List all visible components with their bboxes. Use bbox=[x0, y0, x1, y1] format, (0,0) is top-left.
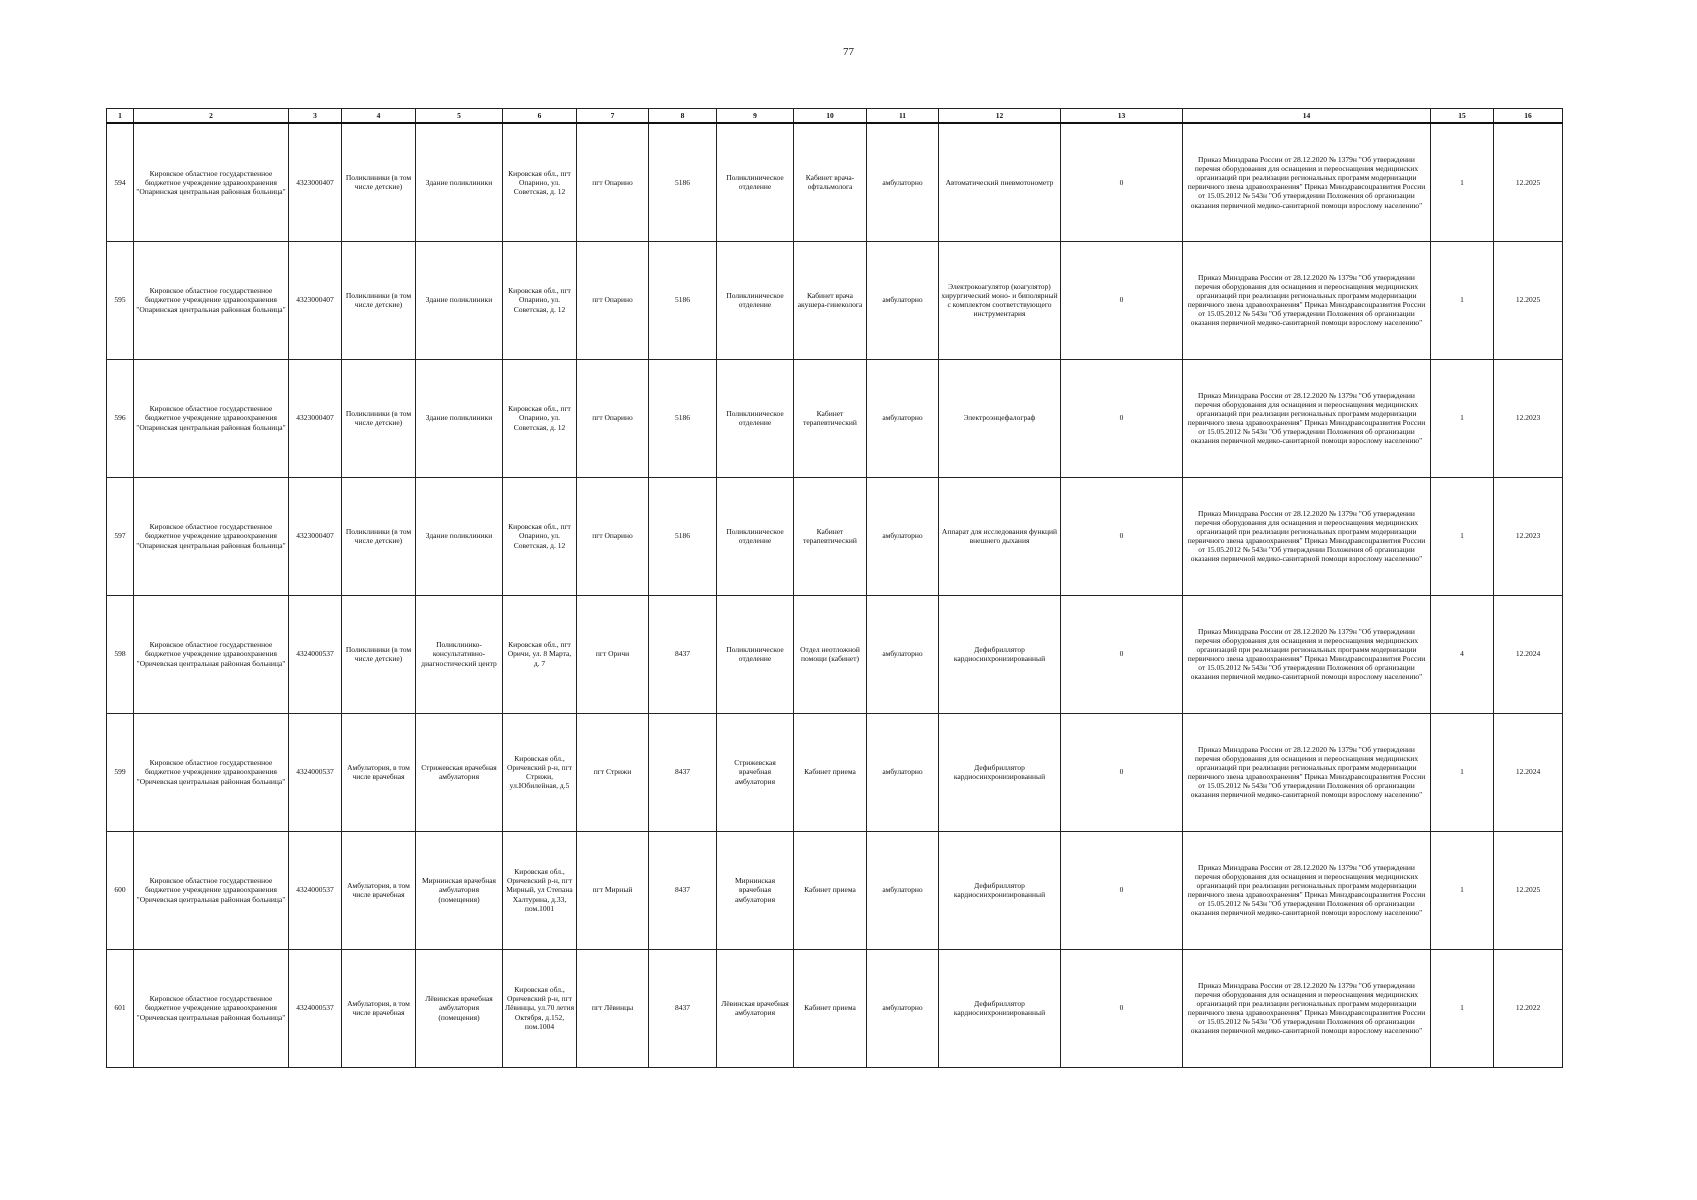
locality-cell: пгт Опарино bbox=[577, 477, 649, 595]
locality-cell: пгт Лёвинцы bbox=[577, 949, 649, 1067]
cabinet-cell: Кабинет приема bbox=[794, 713, 867, 831]
inn-cell: 4323000407 bbox=[289, 123, 342, 241]
care-form-cell: амбулаторно bbox=[867, 477, 939, 595]
column-number-13: 13 bbox=[1061, 109, 1183, 124]
delivery-date-cell: 12.2022 bbox=[1494, 949, 1563, 1067]
equipment-registry-table bbox=[106, 108, 1563, 1068]
delivery-date-cell: 12.2024 bbox=[1494, 595, 1563, 713]
quantity-required-cell: 1 bbox=[1431, 949, 1494, 1067]
quantity-required-cell: 1 bbox=[1431, 359, 1494, 477]
inn-cell: 4324000537 bbox=[289, 713, 342, 831]
address-cell: Кировская обл., пгт Опарино, ул. Советская, д. 12 bbox=[503, 359, 577, 477]
page-number: 77 bbox=[843, 46, 854, 58]
facility-type-cell: Поликлиники (в том числе детские) bbox=[342, 477, 416, 595]
column-number-15: 15 bbox=[1431, 109, 1494, 124]
organization-cell: Кировское областное государственное бюджетное учреждение здравоохранения "Опаринская центральная районная больница" bbox=[134, 359, 289, 477]
care-form-cell: амбулаторно bbox=[867, 595, 939, 713]
inn-cell: 4323000407 bbox=[289, 241, 342, 359]
quantity-required-cell: 1 bbox=[1431, 477, 1494, 595]
inn-cell: 4323000407 bbox=[289, 477, 342, 595]
quantity-required-cell: 1 bbox=[1431, 123, 1494, 241]
quantity-available-cell: 0 bbox=[1061, 831, 1183, 949]
column-number-11: 11 bbox=[867, 109, 939, 124]
table-row bbox=[107, 713, 1563, 831]
quantity-available-cell: 0 bbox=[1061, 713, 1183, 831]
equipment-name-cell: Электроэнцефалограф bbox=[939, 359, 1061, 477]
column-number-14: 14 bbox=[1183, 109, 1431, 124]
department-cell: Мирнинская врачебная амбулатория bbox=[717, 831, 794, 949]
facility-type-cell: Амбулатория, в том числе врачебная bbox=[342, 831, 416, 949]
oktmo-code-cell: 8437 bbox=[649, 949, 717, 1067]
inn-cell: 4324000537 bbox=[289, 831, 342, 949]
cabinet-cell: Кабинет терапевтический bbox=[794, 359, 867, 477]
column-number-3: 3 bbox=[289, 109, 342, 124]
oktmo-code-cell: 5186 bbox=[649, 123, 717, 241]
department-cell: Стрижевская врачебная амбулатория bbox=[717, 713, 794, 831]
column-number-12: 12 bbox=[939, 109, 1061, 124]
facility-type-cell: Поликлиники (в том числе детские) bbox=[342, 123, 416, 241]
column-number-1: 1 bbox=[107, 109, 134, 124]
row-number-cell: 601 bbox=[107, 949, 134, 1067]
quantity-required-cell: 1 bbox=[1431, 713, 1494, 831]
regulation-order-cell: Приказ Минздрава России от 28.12.2020 № 1379н "Об утверждении перечня оборудования для оснащения и переоснащения медицинских организаций при реализации региональных программ модернизации первичного звена здравоохранения" Приказ Минздравсоцразвития России от 15.05.2012 № 543н "Об утверждении Положения об организации оказания первичной медико-санитарной помощи взрослому населению" bbox=[1183, 359, 1431, 477]
quantity-available-cell: 0 bbox=[1061, 949, 1183, 1067]
oktmo-code-cell: 8437 bbox=[649, 713, 717, 831]
row-number-cell: 594 bbox=[107, 123, 134, 241]
cabinet-cell: Кабинет приема bbox=[794, 949, 867, 1067]
facility-type-cell: Поликлиники (в том числе детские) bbox=[342, 595, 416, 713]
equipment-name-cell: Автоматический пневмотонометр bbox=[939, 123, 1061, 241]
address-cell: Кировская обл., пгт Опарино, ул. Советская, д. 12 bbox=[503, 241, 577, 359]
oktmo-code-cell: 5186 bbox=[649, 477, 717, 595]
table-row bbox=[107, 123, 1563, 241]
regulation-order-cell: Приказ Минздрава России от 28.12.2020 № 1379н "Об утверждении перечня оборудования для оснащения и переоснащения медицинских организаций при реализации региональных программ модернизации первичного звена здравоохранения" Приказ Минздравсоцразвития России от 15.05.2012 № 543н "Об утверждении Положения об организации оказания первичной медико-санитарной помощи взрослому населению" bbox=[1183, 477, 1431, 595]
regulation-order-cell: Приказ Минздрава России от 28.12.2020 № 1379н "Об утверждении перечня оборудования для оснащения и переоснащения медицинских организаций при реализации региональных программ модернизации первичного звена здравоохранения" Приказ Минздравсоцразвития России от 15.05.2012 № 543н "Об утверждении Положения об организации оказания первичной медико-санитарной помощи взрослому населению" bbox=[1183, 713, 1431, 831]
equipment-name-cell: Дефибриллятор кардиосинхронизированный bbox=[939, 713, 1061, 831]
column-number-16: 16 bbox=[1494, 109, 1563, 124]
care-form-cell: амбулаторно bbox=[867, 359, 939, 477]
quantity-required-cell: 4 bbox=[1431, 595, 1494, 713]
locality-cell: пгт Оричи bbox=[577, 595, 649, 713]
building-cell: Мирнинская врачебная амбулатория (помещения) bbox=[416, 831, 503, 949]
locality-cell: пгт Мирный bbox=[577, 831, 649, 949]
regulation-order-cell: Приказ Минздрава России от 28.12.2020 № 1379н "Об утверждении перечня оборудования для оснащения и переоснащения медицинских организаций при реализации региональных программ модернизации первичного звена здравоохранения" Приказ Минздравсоцразвития России от 15.05.2012 № 543н "Об утверждении Положения об организации оказания первичной медико-санитарной помощи взрослому населению" bbox=[1183, 949, 1431, 1067]
oktmo-code-cell: 5186 bbox=[649, 359, 717, 477]
building-cell: Поликлинико-консультативно-диагностический центр bbox=[416, 595, 503, 713]
address-cell: Кировская обл., Оричевский р-н, пгт Мирный, ул Степана Халтурина, д.33, пом.1001 bbox=[503, 831, 577, 949]
department-cell: Поликлиническое отделение bbox=[717, 477, 794, 595]
locality-cell: пгт Опарино bbox=[577, 359, 649, 477]
quantity-available-cell: 0 bbox=[1061, 359, 1183, 477]
column-number-6: 6 bbox=[503, 109, 577, 124]
column-number-10: 10 bbox=[794, 109, 867, 124]
care-form-cell: амбулаторно bbox=[867, 241, 939, 359]
delivery-date-cell: 12.2024 bbox=[1494, 713, 1563, 831]
column-number-9: 9 bbox=[717, 109, 794, 124]
equipment-name-cell: Электрокоагулятор (коагулятор) хирургический моно- и биполярный с комплектом соответствующего инструментария bbox=[939, 241, 1061, 359]
building-cell: Здание поликлиники bbox=[416, 359, 503, 477]
organization-cell: Кировское областное государственное бюджетное учреждение здравоохранения "Опаринская центральная районная больница" bbox=[134, 241, 289, 359]
cabinet-cell: Кабинет врача акушера-гинеколога bbox=[794, 241, 867, 359]
table-row bbox=[107, 241, 1563, 359]
locality-cell: пгт Опарино bbox=[577, 241, 649, 359]
regulation-order-cell: Приказ Минздрава России от 28.12.2020 № 1379н "Об утверждении перечня оборудования для оснащения и переоснащения медицинских организаций при реализации региональных программ модернизации первичного звена здравоохранения" Приказ Минздравсоцразвития России от 15.05.2012 № 543н "Об утверждении Положения об организации оказания первичной медико-санитарной помощи взрослому населению" bbox=[1183, 595, 1431, 713]
row-number-cell: 595 bbox=[107, 241, 134, 359]
facility-type-cell: Амбулатория, в том числе врачебная bbox=[342, 949, 416, 1067]
column-number-4: 4 bbox=[342, 109, 416, 124]
address-cell: Кировская обл., пгт Опарино, ул. Советская, д. 12 bbox=[503, 123, 577, 241]
department-cell: Поликлиническое отделение bbox=[717, 595, 794, 713]
equipment-name-cell: Дефибриллятор кардиосинхронизированный bbox=[939, 831, 1061, 949]
inn-cell: 4324000537 bbox=[289, 949, 342, 1067]
cabinet-cell: Кабинет терапевтический bbox=[794, 477, 867, 595]
department-cell: Поликлиническое отделение bbox=[717, 123, 794, 241]
locality-cell: пгт Стрижи bbox=[577, 713, 649, 831]
department-cell: Лёвинская врачебная амбулатория bbox=[717, 949, 794, 1067]
locality-cell: пгт Опарино bbox=[577, 123, 649, 241]
quantity-available-cell: 0 bbox=[1061, 477, 1183, 595]
table-row bbox=[107, 477, 1563, 595]
inn-cell: 4324000537 bbox=[289, 595, 342, 713]
cabinet-cell: Отдел неотложной помощи (кабинет) bbox=[794, 595, 867, 713]
quantity-available-cell: 0 bbox=[1061, 241, 1183, 359]
row-number-cell: 596 bbox=[107, 359, 134, 477]
quantity-required-cell: 1 bbox=[1431, 831, 1494, 949]
building-cell: Здание поликлиники bbox=[416, 477, 503, 595]
department-cell: Поликлиническое отделение bbox=[717, 241, 794, 359]
organization-cell: Кировское областное государственное бюджетное учреждение здравоохранения "Опаринская центральная районная больница" bbox=[134, 123, 289, 241]
building-cell: Здание поликлиники bbox=[416, 123, 503, 241]
organization-cell: Кировское областное государственное бюджетное учреждение здравоохранения "Оричевская центральная районная больница" bbox=[134, 949, 289, 1067]
equipment-name-cell: Дефибриллятор кардиосинхронизированный bbox=[939, 949, 1061, 1067]
column-number-5: 5 bbox=[416, 109, 503, 124]
row-number-cell: 597 bbox=[107, 477, 134, 595]
inn-cell: 4323000407 bbox=[289, 359, 342, 477]
building-cell: Стрижевская врачебная амбулатория bbox=[416, 713, 503, 831]
organization-cell: Кировское областное государственное бюджетное учреждение здравоохранения "Оричевская центральная районная больница" bbox=[134, 595, 289, 713]
delivery-date-cell: 12.2023 bbox=[1494, 359, 1563, 477]
department-cell: Поликлиническое отделение bbox=[717, 359, 794, 477]
organization-cell: Кировское областное государственное бюджетное учреждение здравоохранения "Опаринская центральная районная больница" bbox=[134, 477, 289, 595]
regulation-order-cell: Приказ Минздрава России от 28.12.2020 № 1379н "Об утверждении перечня оборудования для оснащения и переоснащения медицинских организаций при реализации региональных программ модернизации первичного звена здравоохранения" Приказ Минздравсоцразвития России от 15.05.2012 № 543н "Об утверждении Положения об организации оказания первичной медико-санитарной помощи взрослому населению" bbox=[1183, 241, 1431, 359]
address-cell: Кировская обл., пгт Опарино, ул. Советская, д. 12 bbox=[503, 477, 577, 595]
facility-type-cell: Амбулатория, в том числе врачебная bbox=[342, 713, 416, 831]
oktmo-code-cell: 5186 bbox=[649, 241, 717, 359]
cabinet-cell: Кабинет врача-офтальмолога bbox=[794, 123, 867, 241]
table-row bbox=[107, 831, 1563, 949]
table-row bbox=[107, 949, 1563, 1067]
care-form-cell: амбулаторно bbox=[867, 123, 939, 241]
column-number-2: 2 bbox=[134, 109, 289, 124]
table-row bbox=[107, 595, 1563, 713]
row-number-cell: 599 bbox=[107, 713, 134, 831]
delivery-date-cell: 12.2025 bbox=[1494, 241, 1563, 359]
regulation-order-cell: Приказ Минздрава России от 28.12.2020 № 1379н "Об утверждении перечня оборудования для оснащения и переоснащения медицинских организаций при реализации региональных программ модернизации первичного звена здравоохранения" Приказ Минздравсоцразвития России от 15.05.2012 № 543н "Об утверждении Положения об организации оказания первичной медико-санитарной помощи взрослому населению" bbox=[1183, 123, 1431, 241]
delivery-date-cell: 12.2025 bbox=[1494, 123, 1563, 241]
quantity-available-cell: 0 bbox=[1061, 595, 1183, 713]
column-number-7: 7 bbox=[577, 109, 649, 124]
cabinet-cell: Кабинет приема bbox=[794, 831, 867, 949]
equipment-name-cell: Аппарат для исследования функций внешнего дыхания bbox=[939, 477, 1061, 595]
table-row bbox=[107, 359, 1563, 477]
building-cell: Здание поликлиники bbox=[416, 241, 503, 359]
delivery-date-cell: 12.2023 bbox=[1494, 477, 1563, 595]
equipment-name-cell: Дефибриллятор кардиосинхронизированный bbox=[939, 595, 1061, 713]
delivery-date-cell: 12.2025 bbox=[1494, 831, 1563, 949]
column-number-8: 8 bbox=[649, 109, 717, 124]
building-cell: Лёвинская врачебная амбулатория (помещения) bbox=[416, 949, 503, 1067]
quantity-required-cell: 1 bbox=[1431, 241, 1494, 359]
quantity-available-cell: 0 bbox=[1061, 123, 1183, 241]
row-number-cell: 598 bbox=[107, 595, 134, 713]
care-form-cell: амбулаторно bbox=[867, 949, 939, 1067]
row-number-cell: 600 bbox=[107, 831, 134, 949]
column-number-row bbox=[107, 109, 1563, 124]
oktmo-code-cell: 8437 bbox=[649, 831, 717, 949]
address-cell: Кировская обл., Оричевский р-н, пгт Стрижи, ул.Юбилейная, д.5 bbox=[503, 713, 577, 831]
care-form-cell: амбулаторно bbox=[867, 713, 939, 831]
care-form-cell: амбулаторно bbox=[867, 831, 939, 949]
organization-cell: Кировское областное государственное бюджетное учреждение здравоохранения "Оричевская центральная районная больница" bbox=[134, 831, 289, 949]
address-cell: Кировская обл., пгт Оричи, ул. 8 Марта, д. 7 bbox=[503, 595, 577, 713]
oktmo-code-cell: 8437 bbox=[649, 595, 717, 713]
regulation-order-cell: Приказ Минздрава России от 28.12.2020 № 1379н "Об утверждении перечня оборудования для оснащения и переоснащения медицинских организаций при реализации региональных программ модернизации первичного звена здравоохранения" Приказ Минздравсоцразвития России от 15.05.2012 № 543н "Об утверждении Положения об организации оказания первичной медико-санитарной помощи взрослому населению" bbox=[1183, 831, 1431, 949]
organization-cell: Кировское областное государственное бюджетное учреждение здравоохранения "Оричевская центральная районная больница" bbox=[134, 713, 289, 831]
address-cell: Кировская обл., Оричевский р-н, пгт Лёвинцы, ул.70 летия Октября, д.152, пом.1004 bbox=[503, 949, 577, 1067]
facility-type-cell: Поликлиники (в том числе детские) bbox=[342, 241, 416, 359]
facility-type-cell: Поликлиники (в том числе детские) bbox=[342, 359, 416, 477]
